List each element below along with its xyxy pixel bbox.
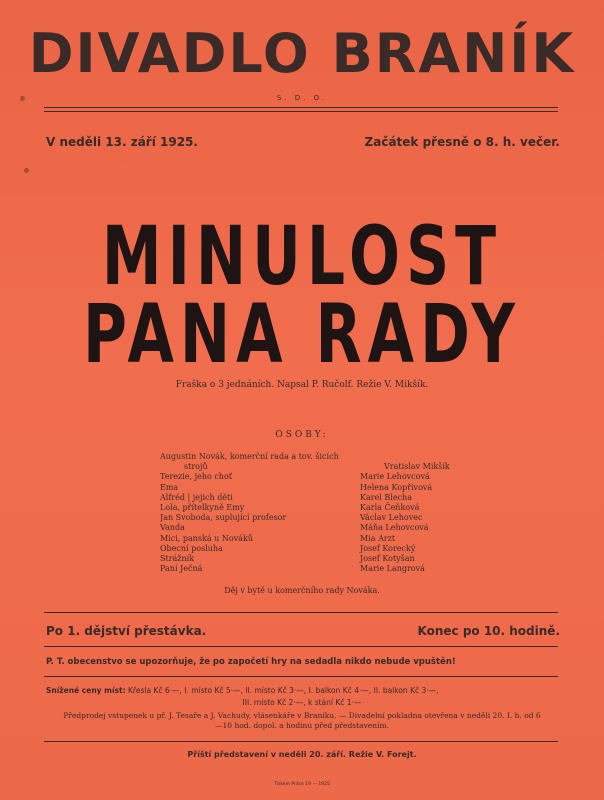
audience-notice: P. T. obecenstvo se upozorňuje, že po započetí hry na sedadla nikdo nebude vpuštěn! xyxy=(46,657,456,667)
play-title-line-1: MINULOST xyxy=(101,209,503,305)
start-time: Začátek přesně o 8. h. večer. xyxy=(364,135,560,149)
cast-row: Jan Svoboda, suplující profesor Václav Lehovec xyxy=(160,513,423,523)
cast-row: Alfréd | jejich děti Karel Blecha xyxy=(160,492,412,502)
cast-row: Lola, přítelkyně Emy Karla Čeňková xyxy=(160,503,420,513)
printer-imprint: Tiskem Práce 19 — 1925 xyxy=(274,782,330,787)
intermission-note: Po 1. dějství přestávka. xyxy=(46,624,207,638)
divider xyxy=(44,111,558,112)
ticket-prices-cont: III. místo Kč 2·—, k stání Kč 1·— xyxy=(242,698,362,707)
cast-row: Mici, panská u Nováků Mia Arzt xyxy=(160,533,396,543)
divider xyxy=(44,676,558,677)
play-title-line-2: PANA RADY xyxy=(83,287,521,383)
cast-row: Vanda Máňa Lehovcová xyxy=(160,523,429,533)
pin-hole xyxy=(24,168,29,173)
divider xyxy=(44,612,558,613)
presale-info: Předprodej vstupenek u př. J. Tesaře a J. Vachudy, vlásenkáře v Braníku. — Divadelní pokladna otevřena v neděli 20. I. h. od 6—10 hod. dopol. a hodinu před představením. xyxy=(63,711,541,730)
cast-row: Augustin Novák, komerční rada a tov. šicích xyxy=(160,452,339,461)
setting-note: Děj v bytě u komerčního rady Nováka. xyxy=(224,586,380,595)
theatre-name: DIVADLO BRANÍK xyxy=(28,22,576,85)
cast-row: Ema Helena Kopřivová xyxy=(160,482,433,492)
cast-row: Paní Ječná Marie Langrová xyxy=(160,564,425,574)
next-performance: Příští představení v neděli 20. září. Režie V. Forejt. xyxy=(187,750,417,759)
divider xyxy=(44,646,558,647)
cast-heading: OSOBY: xyxy=(275,430,329,440)
ticket-prices: Snížené ceny míst: Křesla Kč 6·—, I. místo Kč 5·—, II. místo Kč 3·—, I. balkon Kč 4·—, II. balkon Kč 3·—, xyxy=(46,686,439,695)
cast-row: Obecní posluha Josef Korecký xyxy=(160,543,416,553)
divider xyxy=(44,107,558,108)
divider xyxy=(44,741,558,742)
play-subtitle: Fraška o 3 jednáních. Napsal P. Ručolf. Režie V. Mikšík. xyxy=(175,380,429,390)
organization-label: S. D. O. xyxy=(276,94,328,102)
end-time: Konec po 10. hodině. xyxy=(417,624,560,638)
cast-row: Strážník Josef Kotyšan xyxy=(160,554,415,564)
cast-list xyxy=(160,452,460,574)
performance-date: V neděli 13. září 1925. xyxy=(46,135,198,149)
cast-row: strojů Vratislav Mikšík xyxy=(184,462,450,472)
cast-row: Terezie, jeho choť Marie Lehovcová xyxy=(160,472,430,482)
